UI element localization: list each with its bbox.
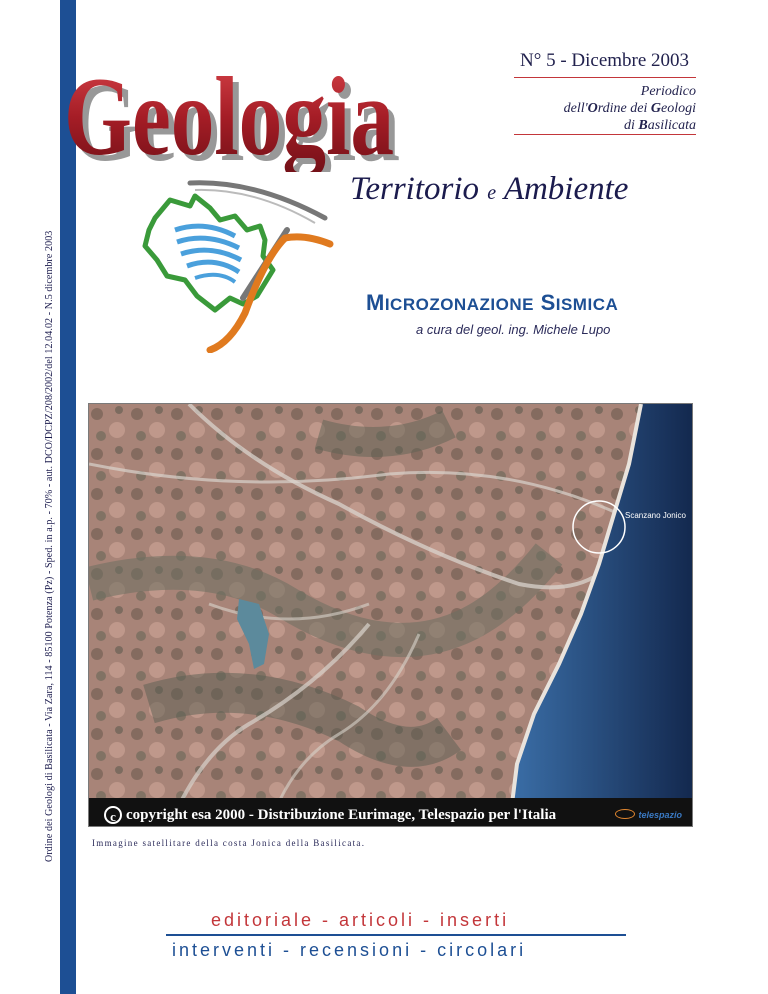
footer-sections-line2: interventi - recensioni - circolari [172,940,527,960]
logo-text: Geologia [64,55,394,172]
satellite-image [88,403,693,827]
issue-rule [514,77,696,78]
copyright-icon: c [104,806,122,824]
headline-title: MICROZONAZIONE SISMICA [366,290,619,315]
emblem-region-hammer-icon [135,178,345,353]
place-label-scanzano: Scanzano Jonico [625,511,686,520]
footer-rule [166,934,626,936]
subtitle-territorio-ambiente: Territorio e Ambiente [350,171,629,207]
logo-geologia [62,52,412,172]
periodico-rule [514,134,696,135]
satellite-copyright: c copyright esa 2000 - Distribuzione Eurimage, Telespazio per l'Italia [104,806,556,824]
telespazio-logo: telespazio [615,809,682,820]
periodico-line1: Periodico [640,84,696,99]
telespazio-mark-icon [615,809,635,819]
footer-sections-line1: editoriale - articoli - inserti [211,910,510,930]
periodico-line2: dell'Ordine dei Geologi [563,101,696,116]
periodico-block [564,83,696,134]
periodico-line3: di Basilicata [624,118,696,133]
image-caption: Immagine satellitare della costa Jonica della Basilicata. [92,838,366,848]
spine-publisher-text: Ordine dei Geologi di Basilicata - Via Zara, 114 - 85100 Potenza (Pz) - Sped. in a.p. - 70% - aut. DCO/DCPZ/208/2002/del 12.04.02 - N.5 dicembre 2003 [44,230,55,862]
issue-number: N° 5 - Dicembre 2003 [520,50,690,71]
curator-line: a cura del geol. ing. Michele Lupo [416,322,611,337]
logo-shadow: Geologia [70,61,400,172]
